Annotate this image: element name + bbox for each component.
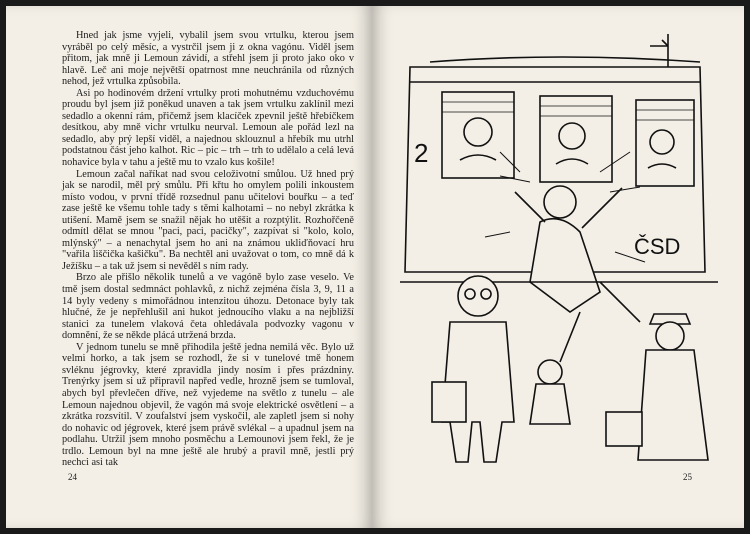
paragraph-3: Lemoun začal naříkat nad svou celoživotní smůlou. Už hned prý jak se narodil, měl prý smůlu. Při křtu ho omylem polili inkoustem místo vodou, v první třídě rozsednul panu učitelovi bouřku – a teď zase ještě ke všemu tohle tady s těmi kalhotami – no nebyl zkrátka k utišení. Mamě jsem se snažil nějak ho utěšit a rozptýlit. Rozhořčeně odmítl dělat se mnou "paci, paci, pacičky", zazpívat si "kolo, kolo, mlýnský" – a nenachytal jsem ho ani na známou ukliďňovací hru "vařila liščička kašičku". Ba nechtěl ani uvažovat o tom, co mně dá k Ježíšku – a tak už jsem si nevěděl s ním rady. xyxy=(62,168,354,272)
train-illustration xyxy=(400,32,718,472)
page-number-right: 25 xyxy=(683,472,692,482)
train-window-2 xyxy=(540,96,612,182)
man-in-hat-head xyxy=(656,322,684,350)
train-window-3 xyxy=(636,100,694,186)
car-number: 2 xyxy=(414,138,429,168)
paragraph-5: V jednom tunelu se mně přihodila ještě jedna nemilá věc. Bylo už velmi horko, a tak jsem se rozhodl, že si v tunelové tmě honem svléknu jégrovky, které zpravidla jindy nosím i přes prázdniny. Trenýrky jsem si už připravil napřed vedle, hrozně jsem se tumloval, abych byl převlečen dříve, než vyjedeme na světlo z tunelu – ale Lemoun najednou objevil, že vagón má svoje elektrické osvětlení – a zkrátka rozsvítil. V zoufalství jsem vyskočil, ale zapletl jsem si nohy do nohavic od jégrovek, které jsem právě svlékal – a upadnul jsem na podlahu. Utržil jsem mnoho posměchu a Lemounovi jsem řekl, že je trdlo. Lemoun byl na mne ještě ale hrubý a pravil mně, jestli prý nechci asi tak xyxy=(62,341,354,469)
child-head xyxy=(538,360,562,384)
left-page xyxy=(6,6,372,528)
man-in-hat-body xyxy=(638,350,708,460)
train-window-1 xyxy=(442,92,514,178)
paragraph-1: Hned jak jsme vyjeli, vybalil jsem svou vrtulku, kterou jsem vyráběl po celý měsíc, a vystrčil jsem ji z okna vagónu. Viděl jsem přitom, jak mně ji Lemoun závidí, a střehl jsem ji proto jako oko v hlavě. Leč ani moje největší opatrnost mne neuchránila od různých nehod, jež vrtulka způsobila. xyxy=(62,30,354,88)
man-with-glasses-head xyxy=(458,276,498,316)
suitcase-right xyxy=(606,412,642,446)
child-body xyxy=(530,384,570,424)
page-number-left: 24 xyxy=(68,472,77,482)
left-page-text xyxy=(62,30,354,469)
signal-arm xyxy=(650,40,668,46)
suitcase-left xyxy=(432,382,466,422)
paragraph-4: Brzo ale přišlo několik tunelů a ve vagóně bylo zase veselo. Ve tmě jsem dostal sedmnáct pohlavků, z nichž zejména čísla 3, 9, 11 a 14 byly vedeny s mimořádnou intenzitou úhozu. Detonace byly tak hlučné, že je nepřehlušil ani hukot jednoucího vlaku a na nejbližší stanici za tunelem vlaková četa ohledávala podvozky vagonu v domnění, že se někde plácá utržená brzda. xyxy=(62,272,354,342)
overhead-wire xyxy=(430,57,700,62)
right-page xyxy=(372,6,744,528)
car-marking: ČSD xyxy=(634,234,681,259)
paragraph-2: Asi po hodinovém držení vrtulky proti mohutnému vzduchovému proudu byl jsem již poněkud unaven a tak jsem vrtulku zaklínil mezi sedadlo a okenní rám, přičemž jsem klacíček zpevnil ještě hřebíčkem desítkou, aby mně vichr vrtulku neurval. Lemoun ale pořád lezl na sedadlo, aby prý lepší viděl, a najednou sklouznul a hřebík mu utrhl podstatnou část jeho kalhot. Ric – pic – trh – trh to udělalo a celá levá nohavice byla v tahu a ještě mu to vzalo kus košile! xyxy=(62,87,354,169)
